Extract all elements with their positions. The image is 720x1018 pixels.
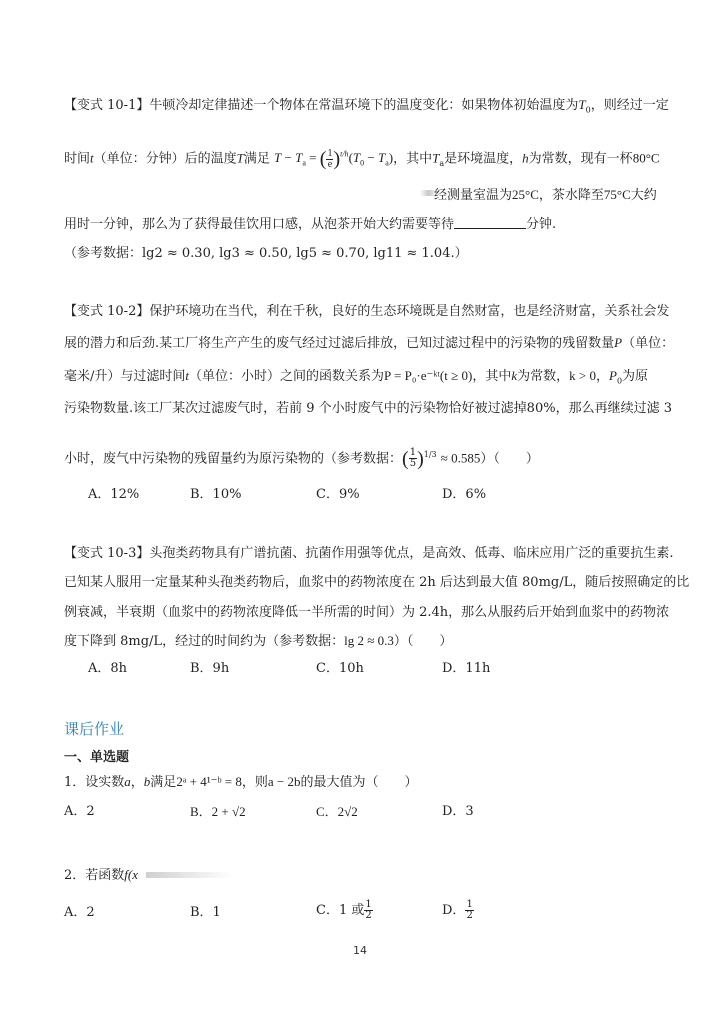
option-c[interactable]: C．10h bbox=[316, 661, 364, 676]
page-number: 14 bbox=[353, 944, 367, 957]
option-c[interactable]: C．2√2 bbox=[316, 804, 358, 819]
option-a[interactable]: A．12% bbox=[88, 487, 140, 502]
problem-10-2-line-4: 污染物数量.该工厂某次过滤废气时，若前 9 个小时废气中的污染物恰好被过滤掉80%，那么再继续过滤 3 bbox=[64, 401, 672, 416]
problem-10-2-line-1: 【变式 10-2】保护环境功在当代，利在千秋，良好的生态环境既是自然财富，也是经济财富，关系社会发 bbox=[64, 304, 670, 319]
question-2: 2．若函数f(x bbox=[64, 867, 138, 883]
option-b[interactable]: B．9h bbox=[190, 661, 230, 676]
option-b[interactable]: B．2 + √2 bbox=[190, 804, 246, 819]
problem-10-1-line-2: 时间t（单位：分钟）后的温度T满足 $T - T_a$ = ( $\frac{1}{e}$ )$^{t/h}(T_0 - T_a)$，其中$T_a$是环境温度，h为常数，现有一杯80°C bbox=[64, 147, 660, 171]
problem-10-2-line-2: 展的潜力和后劲.某工厂将生产产生的废气经过过滤后排放，已知过滤过程中的污染物的残留数量P（单位： bbox=[64, 335, 675, 351]
option-b[interactable]: B．1 bbox=[190, 905, 221, 920]
problem-10-1-label: 【变式 10-1】 bbox=[64, 98, 150, 113]
option-c[interactable]: C．9% bbox=[316, 487, 360, 502]
option-d[interactable]: D．11h bbox=[442, 661, 491, 676]
option-a[interactable]: A．8h bbox=[88, 661, 128, 676]
scan-smear bbox=[420, 190, 434, 196]
problem-10-3-label: 【变式 10-3】 bbox=[64, 546, 150, 561]
problem-10-3-line-2: 已知某人服用一定量某种头孢类药物后，血浆中的药物浓度在 2h 后达到最大值 80mg/L，随后按照确定的比 bbox=[64, 575, 690, 590]
problem-10-2-label: 【变式 10-2】 bbox=[64, 304, 150, 319]
homework-heading: 课后作业 bbox=[64, 720, 125, 738]
option-a[interactable]: A．2 bbox=[64, 905, 95, 920]
problem-10-3-line-4: 度下降到 8mg/L，经过的时间约为（参考数据：lg 2 ≈ 0.3）（ ） bbox=[64, 633, 453, 649]
cooling-formula: $T - T_a$ = ( $\frac{1}{e}$ )$^{t/h}(T_0 - T_a)$ bbox=[274, 147, 394, 171]
option-d[interactable]: D．6% bbox=[442, 487, 487, 502]
problem-10-3-line-3: 例衰减，半衰期（血浆中的药物浓度降低一半所需的时间）为 2.4h，那么从服药后开始到血浆中的药物浓 bbox=[64, 605, 670, 620]
problem-10-1-line-4: 用时一分钟，那么为了获得最佳饮用口感，从泡茶开始大约需要等待 分钟. bbox=[64, 217, 557, 232]
problem-10-3-line-1: 【变式 10-3】头孢类药物具有广谱抗菌、抗菌作用强等优点，是高效、低毒、临床应用广泛的重要抗生素. bbox=[64, 546, 674, 561]
section-heading: 一、单选题 bbox=[64, 750, 130, 765]
option-b[interactable]: B．10% bbox=[190, 487, 242, 502]
option-d[interactable]: D． $\frac{1}{2}$ bbox=[442, 899, 473, 921]
option-c[interactable]: C．1 或 $\frac{1}{2}$ bbox=[316, 899, 372, 921]
problem-10-1-line-3: 经测量室温为25°C，茶水降至75°C大约 bbox=[434, 187, 657, 203]
answer-blank[interactable] bbox=[454, 216, 526, 229]
question-1: 1．设实数a，b满足2ᵃ + 4¹⁻ᵇ = 8，则a − 2b的最大值为（ ） bbox=[64, 774, 418, 790]
problem-10-1-reference: （参考数据：lg2 ≈ 0.30, lg3 ≈ 0.50, lg5 ≈ 0.70, lg11 ≈ 1.04.） bbox=[64, 246, 468, 261]
problem-10-2-line-3: 毫米/升）与过滤时间t（单位：小时）之间的函数关系为P = P₀·e⁻ᵏᵗ(t ≥ 0)，其中k为常数，k > 0，$P_0$为原 bbox=[64, 368, 649, 386]
problem-10-2-line-5: 小时，废气中污染物的残留量约为原污染物的（参考数据：( $\frac{1}{5}$ )$^{1/3}$ ≈ 0.585）（ ） bbox=[64, 447, 539, 470]
option-a[interactable]: A．2 bbox=[64, 804, 95, 819]
problem-10-1-line-1: 【变式 10-1】牛顿冷却定律描述一个物体在常温环境下的温度变化：如果物体初始温度为$T_0$，则经过一定 bbox=[64, 97, 669, 115]
option-d[interactable]: D．3 bbox=[442, 804, 474, 819]
scan-smear bbox=[146, 872, 232, 878]
